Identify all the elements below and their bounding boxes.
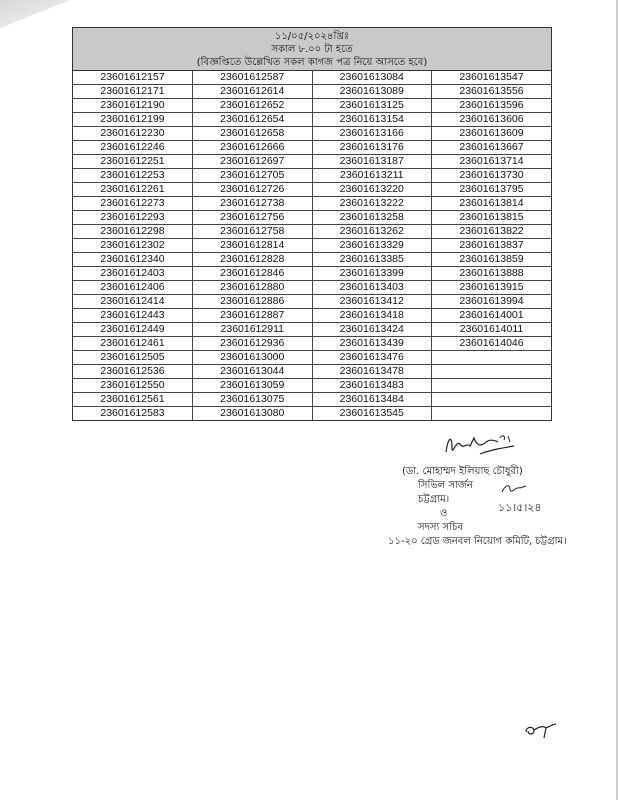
header-date: ১১/০৫/২০২৪খ্রিঃ: [274, 31, 350, 42]
table-row: [73, 169, 551, 183]
roll-number-cell: 23601612887: [193, 309, 313, 323]
roll-number-cell: 23601613385: [312, 253, 432, 267]
roll-number-cell: 23601613080: [193, 407, 313, 421]
roll-number-cell: 23601613888: [432, 267, 552, 281]
roll-number-cell: 23601613547: [432, 71, 552, 85]
roll-number-cell: 23601612298: [73, 225, 193, 239]
roll-number-cell: 23601612550: [73, 379, 193, 393]
roll-number-cell: 23601613222: [312, 197, 432, 211]
roll-number-cell: [432, 393, 552, 407]
roll-number-cell: 23601613484: [312, 393, 432, 407]
exam-roll-list: [72, 27, 552, 421]
signatory-name: (ডা. মোহাম্মদ ইলিয়াছ চৌধুরী): [402, 466, 523, 477]
roll-number-cell: [432, 379, 552, 393]
roll-number-cell: 23601613859: [432, 253, 552, 267]
roll-number-cell: 23601612536: [73, 365, 193, 379]
roll-number-cell: 23601612293: [73, 211, 193, 225]
roll-number-cell: 23601612251: [73, 155, 193, 169]
roll-number-cell: 23601613211: [312, 169, 432, 183]
roll-number-cell: 23601612911: [193, 323, 313, 337]
roll-number-cell: 23601613044: [193, 365, 313, 379]
table-row: [73, 197, 551, 211]
roll-number-cell: 23601613412: [312, 295, 432, 309]
roll-number-cell: 23601614011: [432, 323, 552, 337]
roll-number-cell: 23601612814: [193, 239, 313, 253]
roll-number-cell: 23601613478: [312, 365, 432, 379]
table-row: [73, 309, 551, 323]
table-row: [73, 225, 551, 239]
roll-number-cell: 23601613822: [432, 225, 552, 239]
roll-number-cell: 23601612403: [73, 267, 193, 281]
roll-number-cell: 23601612697: [193, 155, 313, 169]
header-time: সকাল ৮.০০ টা হতে: [271, 44, 353, 55]
roll-number-cell: 23601613089: [312, 85, 432, 99]
signatory-title: সিভিল সার্জন: [418, 480, 473, 491]
table-row: [73, 253, 551, 267]
table-row: [73, 99, 551, 113]
handwritten-date-text: ১১।৫।২৪: [498, 501, 542, 514]
roll-number-cell: 23601613187: [312, 155, 432, 169]
table-row: [73, 141, 551, 155]
roll-number-cell: 23601613399: [312, 267, 432, 281]
table-row: [73, 113, 551, 127]
roll-number-cell: 23601613000: [193, 351, 313, 365]
roll-number-cell: 23601613125: [312, 99, 432, 113]
roll-number-cell: 23601612726: [193, 183, 313, 197]
table-row: [73, 85, 551, 99]
table-row: [73, 365, 551, 379]
roll-number-cell: 23601613176: [312, 141, 432, 155]
roll-number-cell: 23601612157: [73, 71, 193, 85]
roll-number-cell: 23601613815: [432, 211, 552, 225]
table-row: [73, 127, 551, 141]
roll-number-cell: 23601612828: [193, 253, 313, 267]
list-header: [73, 28, 551, 71]
table-row: [73, 281, 551, 295]
header-note: (বিজ্ঞপ্তিতে উল্লেখিত সকল কাগজ পত্র নিয়ে আসতে হবে): [196, 57, 428, 68]
roll-number-cell: 23601612738: [193, 197, 313, 211]
table-row: [73, 407, 551, 421]
roll-number-cell: 23601613166: [312, 127, 432, 141]
roll-number-cell: 23601612846: [193, 267, 313, 281]
roll-number-cell: 23601612936: [193, 337, 313, 351]
page-number-mark: [520, 718, 560, 742]
roll-number-cell: 23601614001: [432, 309, 552, 323]
roll-number-cell: 23601613483: [312, 379, 432, 393]
table-row: [73, 337, 551, 351]
roll-number-cell: 23601613154: [312, 113, 432, 127]
roll-number-cell: 23601613075: [193, 393, 313, 407]
roll-number-table: [73, 71, 551, 420]
roll-number-cell: 23601612443: [73, 309, 193, 323]
table-row: [73, 183, 551, 197]
roll-number-cell: 23601612756: [193, 211, 313, 225]
roll-number-cell: 23601612658: [193, 127, 313, 141]
roll-number-cell: 23601613714: [432, 155, 552, 169]
roll-number-cell: 23601612230: [73, 127, 193, 141]
roll-number-cell: 23601612261: [73, 183, 193, 197]
roll-number-cell: 23601612449: [73, 323, 193, 337]
roll-number-cell: 23601612886: [193, 295, 313, 309]
roll-number-cell: 23601612414: [73, 295, 193, 309]
roll-number-cell: 23601612340: [73, 253, 193, 267]
roll-number-cell: 23601613814: [432, 197, 552, 211]
table-row: [73, 295, 551, 309]
roll-number-cell: 23601613403: [312, 281, 432, 295]
roll-number-cell: 23601613059: [193, 379, 313, 393]
roll-number-cell: 23601612666: [193, 141, 313, 155]
roll-number-cell: 23601613730: [432, 169, 552, 183]
table-row: [73, 379, 551, 393]
table-row: [73, 211, 551, 225]
roll-number-cell: 23601613609: [432, 127, 552, 141]
roll-number-cell: 23601613329: [312, 239, 432, 253]
roll-number-cell: 23601612505: [73, 351, 193, 365]
roll-number-cell: 23601612461: [73, 337, 193, 351]
table-row: [73, 239, 551, 253]
roll-number-cell: [432, 407, 552, 421]
roll-number-cell: 23601612190: [73, 99, 193, 113]
roll-number-cell: 23601612246: [73, 141, 193, 155]
roll-number-cell: 23601612652: [193, 99, 313, 113]
table-row: [73, 393, 551, 407]
roll-number-cell: 23601612587: [193, 71, 313, 85]
initial-scribble: [498, 482, 534, 496]
roll-number-cell: 23601612654: [193, 113, 313, 127]
roll-number-cell: 23601612199: [73, 113, 193, 127]
roll-number-cell: 23601612302: [73, 239, 193, 253]
roll-number-cell: 23601613258: [312, 211, 432, 225]
roll-number-cell: 23601613556: [432, 85, 552, 99]
roll-number-cell: [432, 351, 552, 365]
signatory-role: সদস্য সচিব: [418, 522, 463, 533]
roll-number-cell: 23601613424: [312, 323, 432, 337]
conjunction-text: ও: [440, 508, 448, 519]
signatory-location: চট্টগ্রাম।: [418, 494, 450, 505]
table-row: [73, 323, 551, 337]
committee-name: ১১-২০ গ্রেড জনবল নিয়োগ কমিটি, চট্টগ্রাম।: [388, 536, 567, 547]
roll-number-cell: 23601612273: [73, 197, 193, 211]
roll-number-cell: 23601613606: [432, 113, 552, 127]
roll-number-cell: 23601613837: [432, 239, 552, 253]
handwritten-signature: [440, 430, 520, 462]
scan-page-corner: [0, 0, 70, 28]
table-row: [73, 267, 551, 281]
roll-number-cell: 23601613596: [432, 99, 552, 113]
roll-number-cell: 23601612583: [73, 407, 193, 421]
table-row: [73, 155, 551, 169]
roll-number-cell: 23601613915: [432, 281, 552, 295]
roll-number-cell: 23601613418: [312, 309, 432, 323]
roll-number-cell: 23601613994: [432, 295, 552, 309]
roll-number-cell: 23601614046: [432, 337, 552, 351]
roll-number-cell: 23601613545: [312, 407, 432, 421]
roll-number-cell: 23601612406: [73, 281, 193, 295]
roll-number-cell: 23601612705: [193, 169, 313, 183]
handwritten-date: [498, 482, 542, 518]
roll-number-cell: [432, 365, 552, 379]
roll-number-cell: 23601612758: [193, 225, 313, 239]
roll-number-cell: 23601613476: [312, 351, 432, 365]
roll-number-cell: 23601612561: [73, 393, 193, 407]
table-row: [73, 71, 551, 85]
roll-number-cell: 23601613084: [312, 71, 432, 85]
roll-number-cell: 23601613439: [312, 337, 432, 351]
roll-number-cell: 23601613262: [312, 225, 432, 239]
roll-number-cell: 23601612171: [73, 85, 193, 99]
roll-number-cell: 23601613220: [312, 183, 432, 197]
roll-number-cell: 23601612614: [193, 85, 313, 99]
table-row: [73, 351, 551, 365]
roll-number-cell: 23601613667: [432, 141, 552, 155]
roll-number-cell: 23601612253: [73, 169, 193, 183]
roll-number-cell: 23601613795: [432, 183, 552, 197]
roll-number-cell: 23601612880: [193, 281, 313, 295]
